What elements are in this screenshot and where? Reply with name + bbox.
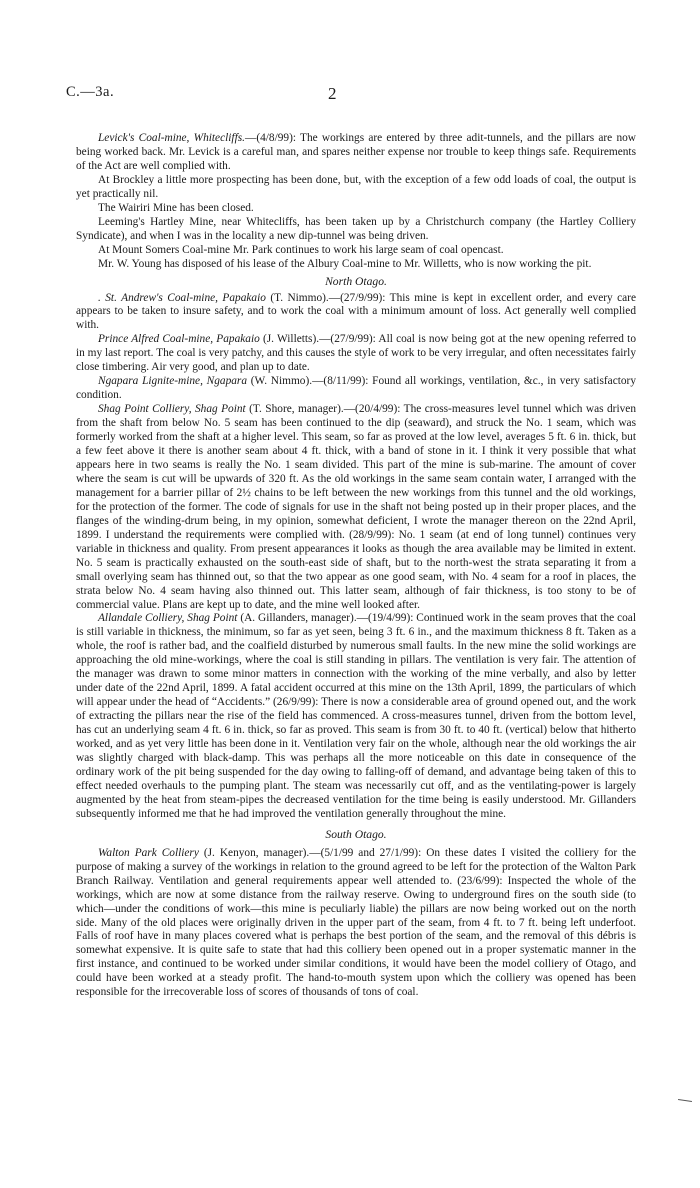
paragraph-text: Mr. W. Young has disposed of his lease of the Albury Coal-mine to Mr. Willetts, who is now working the pit. — [98, 257, 592, 270]
report-reference: C.—3a. — [66, 84, 115, 100]
page-header — [66, 84, 636, 110]
page-number: 2 — [328, 84, 337, 103]
paragraph-lead: Allandale Colliery, Shag Point — [98, 612, 238, 625]
paragraph-text: At Brockley a little more prospecting has been done, but, with the exception of a few odd loads of coal, the output is yet practically nil. — [76, 173, 636, 200]
paragraph-walton-park — [76, 847, 636, 1000]
paragraph-brockley — [76, 174, 636, 202]
paragraph-prince-alfred — [76, 333, 636, 375]
margin-mark — [678, 1099, 692, 1102]
paragraph-levick — [76, 132, 636, 174]
paragraph-text: The Wairiri Mine has been closed. — [98, 201, 254, 214]
paragraph-lead: Prince Alfred Coal-mine, Papakaio — [98, 333, 260, 346]
paragraph-albury — [76, 258, 636, 272]
paragraph-text: (T. Shore, manager).—(20/4/99): The cross-measures level tunnel which was driven from the shaft from below No. 5 seam has been continued to the dip (seaward), and struck the No. 1 seam, which was formerly worked from the shaft at a higher level. This seam, so far as proved at the low level, averages 5 ft. 6 in. thick, but a few feet above it there is another seam about 4 ft. thick, with a band of stone in it. I think it very possible that what appears here in two seams is really the No. 1 seam divided. This part of the mine is sub-marine. The amount of cover where the seam is cut will be upwards of 320 ft. As the old workings in the same seam contain water, I arranged with the management for a barrier pillar of 2½ chains to be left between the new workings from this tunnel and the old workings, for the protection of the former. The code of signals for use in the shaft not being posted up in their proper places, and the flanges of the winding-drum being, in my opinion, somewhat deficient, I wrote the manager thereon on the 22nd April, 1899. I understand the requirements were complied with. (28/9/99): No. 1 seam (at end of long tunnel) continues very variable in thickness and quality. From present appearances it looks as though the area available may be limited in extent. No. 5 seam is practically exhausted on the south-east side of shaft, but to the north-west the strata separating it from a small overlying seam has thinned out, so that the two appear as one good seam, with No. 4 seam for a roof in places, the strata below No. 4 seam having also thinned out. This latter seam, although of fair thickness, is too stony to be of commercial value. Plans are kept up to date, and the mine well looked after. — [76, 403, 636, 611]
paragraph-lead: Walton Park Colliery — [98, 846, 199, 859]
paragraph-st-andrews — [76, 292, 636, 334]
paragraph-ngapara — [76, 375, 636, 403]
paragraph-text: —(4/8/99): The workings are entered by three adit-tunnels, and the pillars are now being worked back. Mr. Levick is a careful man, and spares neither expense nor trouble to keep things safe. Requirements of the Act are well complied with. — [76, 132, 636, 172]
paragraph-lead: . St. Andrew's Coal-mine, Papakaio — [98, 291, 266, 304]
document-page — [66, 84, 636, 1000]
paragraph-lead: Levick's Coal-mine, Whitecliffs. — [98, 132, 245, 144]
paragraph-text: (T. Nimmo).—(27/9/99): This mine is kept in excellent order, and every care appears to be taken to insure safety, and to work the coal with a minimum amount of loss. Act generally well complied with. — [76, 291, 636, 332]
paragraph-lead: Shag Point Colliery, Shag Point — [98, 403, 246, 416]
paragraph-lead: Ngapara Lignite-mine, Ngapara — [98, 375, 248, 388]
paragraph-text: Leeming's Hartley Mine, near Whitecliffs, has been taken up by a Christchurch company (the Hartley Colliery Syndicate), and when I was in the locality a new dip-tunnel was being driven. — [76, 215, 636, 242]
paragraph-text: (A. Gillanders, manager).—(19/4/99): Continued work in the seam proves that the coal is still variable in thickness, the minimum, so far as yet seen, being 3 ft. 6 in., and the maximum thickness 8 ft. Taken as a whole, the roof is rather bad, and the coalfield disturbed by numerous small faults. In the new mine the solid workings are approaching the old mine-workings, where the coal is still standing in pillars. The ventilation is very fair. The attention of the manager was drawn to some minor matters in connection with the working of the mine verbally, and also by letter under date of the 22nd April, 1899. A fatal accident occurred at this mine on the 13th April, 1899, the particulars of which will appear under the head of “Accidents.” (26/9/99): There is now a considerable area of ground opened out, and the work of extracting the pillars near the rise of the field has commenced. A cross-measures tunnel, driven from the bottom level, has cut an underlying seam 4 ft. 6 in. thick, so far as proved. This seam is from 30 ft. to 40 ft. (vertical) below that hitherto worked, and as yet very little has been done in it. Ventilation very fair on the whole, although near the old workings the air was slightly charged with black-damp. This was perhaps all the more noticeable on this date in consequence of the ordinary work of the pit being suspended for the day owing to falling-off of demand, and advantage being taken of this to effect needed overhauls to the pumping plant. The steam was necessarily cut off, and as the ventilating-power is largely augmented by the heat from steam-pipes the decreased ventilation for the time being is easily understood. Mr. Gillanders subsequently informed me that he had improved the ventilation generally throughout the mine. — [76, 612, 636, 820]
paragraph-shag-point — [76, 403, 636, 612]
paragraph-mount-somers — [76, 244, 636, 258]
section-heading-north-otago: North Otago. — [325, 274, 387, 288]
paragraph-text: (W. Nimmo).—(8/11/99): Found all workings, ventilation, &c., in very satisfactory condition. — [76, 375, 636, 402]
paragraph-leeming — [76, 216, 636, 244]
paragraph-wairiri — [76, 202, 636, 216]
paragraph-text: (J. Kenyon, manager).—(5/1/99 and 27/1/99): On these dates I visited the colliery for the purpose of making a survey of the workings in relation to the ground agreed to be left for the protection of the Walton Park Branch Railway. Ventilation and general requirements appear well attended to. (23/6/99): Inspected the whole of the workings, which are now at some distance from the railway reserve. Owing to underground fires on the south side (to which—under the conditions of work—this mine is peculiarly liable) the pillars are now being worked out on the north side. Many of the old places were originally driven in the upper part of the seam, from 4 ft. to 7 ft. being left underfoot. Falls of roof have in many places covered what is perhaps the best portion of the seam, and the removal of this débris is somewhat expensive. It is quite safe to state that had this colliery been opened out in a proper systematic manner in the first instance, and continued to be worked under similar conditions, it would have been the model colliery of Otago, and could have been worked at a steady profit. The hand-to-mouth system upon which the colliery was opened has been responsible for the irrecoverable loss of scores of thousands of tons of coal. — [76, 846, 636, 999]
paragraph-text: (J. Willetts).—(27/9/99): All coal is now being got at the new opening referred to in my last report. The coal is very patchy, and this causes the style of work to be very irregular, and often necessitates fairly close timbering. Air very good, and plan up to date. — [76, 333, 636, 374]
paragraph-text: At Mount Somers Coal-mine Mr. Park continues to work his large seam of coal opencast. — [98, 243, 504, 256]
paragraph-allandale — [76, 612, 636, 821]
section-heading-south-otago: South Otago. — [325, 827, 387, 841]
